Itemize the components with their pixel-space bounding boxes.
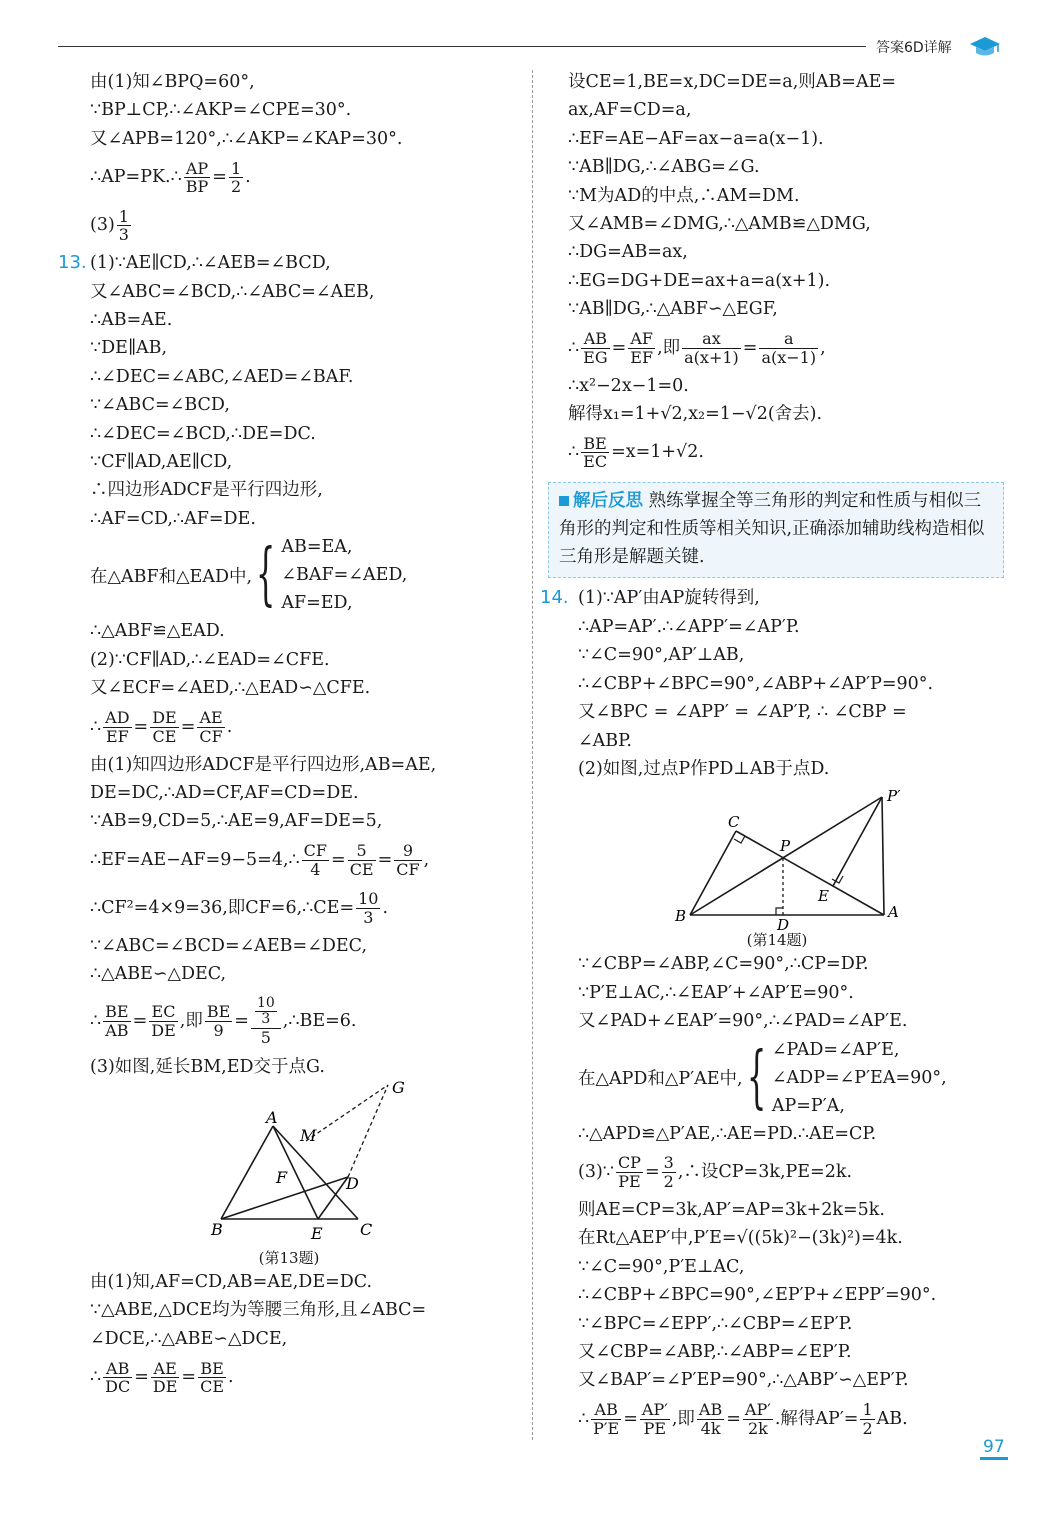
segment-P-prime-E (833, 797, 882, 886)
line: ∴∠CBP+∠BPC=90°,∠EP′P+∠EPP′=90°. (578, 1285, 937, 1306)
text: ∴ (568, 337, 580, 358)
fraction (356, 890, 380, 926)
label-G: G (392, 1080, 405, 1097)
line: ∴EG=DG+DE=ax+a=a(x+1). (568, 270, 831, 291)
text: =x=1+√2. (611, 442, 704, 463)
line (548, 428, 1006, 476)
line: (2)如图,过点P作PD⊥AB于点D. (578, 758, 830, 779)
line (58, 703, 520, 751)
fraction (628, 330, 655, 366)
line: ∵P′E⊥AC,∴∠EAP′+∠AP′E=90°. (578, 982, 854, 1003)
line: 又∠BAP′=∠P′EP=90°,∴△ABP′∽△EP′P. (578, 1370, 909, 1391)
text: ∴ (90, 1367, 102, 1388)
numerator: AP′ (744, 1400, 771, 1420)
numerator: a (759, 330, 818, 349)
denominator: AB (105, 1020, 129, 1040)
conditions (281, 533, 407, 617)
reflection-body: 熟练掌握全等三角形的判定和性质与相似三角形的判定和性质等相关知识,正确添加辅助线构造相似三角形是解题关键. (559, 491, 985, 568)
line: 又∠ECF=∠AED,∴△EAD∽△CFE. (90, 678, 371, 699)
denominator: 3 (363, 907, 374, 927)
line: ∠ABP. (578, 730, 632, 751)
fraction (860, 1401, 874, 1437)
column-divider (532, 70, 533, 1440)
line (540, 584, 1006, 612)
text: . (382, 897, 389, 918)
denominator: 4k (700, 1418, 721, 1438)
numerator: BE (105, 1001, 129, 1021)
line: ∵AB∥DG,∴△ABF∽△EGF, (568, 299, 778, 320)
line: ∴△APD≌△P′AE,∴AE=PD.∴AE=CP. (578, 1123, 877, 1144)
line: ∵∠C=90°,AP′⊥AB, (578, 645, 745, 666)
line: 由(1)知四边形ADCF是平行四边形,AB=AE, (90, 754, 437, 775)
segment-AP-prime (882, 797, 884, 915)
numerator: AP′ (641, 1400, 668, 1420)
fraction (759, 330, 818, 366)
numerator: 1 (862, 1400, 873, 1420)
line: ∴EF=AE−AF=ax−a=a(x−1). (568, 128, 824, 149)
brace: { (255, 535, 276, 615)
line: 由(1)知∠BPQ=60°, (90, 72, 255, 92)
line: (3)如图,延长BM,ED交于点G. (90, 1056, 325, 1077)
line (548, 1395, 1006, 1443)
numerator: BE (206, 1001, 231, 1021)
fraction (149, 1003, 178, 1039)
text: = (644, 1161, 660, 1182)
line: ∵BP⊥CP,∴∠AKP=∠CPE=30°. (90, 100, 352, 121)
line: AF=ED, (281, 593, 353, 614)
dashed-MG (306, 1085, 388, 1141)
line: ∵CF∥AD,AE∥CD, (90, 452, 233, 473)
figure-caption: (第14题) (746, 931, 808, 950)
denominator: CF (396, 859, 420, 879)
right-column (540, 68, 1006, 1443)
text: (1)∵AE∥CD,∴∠AEB=∠BCD, (90, 253, 331, 274)
fraction (394, 842, 421, 878)
line: 设CE=1,BE=x,DC=DE=a,则AB=AE= (568, 72, 897, 92)
text: . (226, 716, 233, 737)
denominator: EC (583, 452, 608, 472)
figure-13-diagram (58, 1081, 520, 1261)
line: ∴∠DEC=∠ABC,∠AED=∠BAF. (90, 366, 354, 387)
text: ,∴BE=6. (282, 1010, 357, 1031)
numerator: 9 (394, 842, 421, 861)
denominator: a(x−1) (761, 347, 817, 367)
compound-fraction (251, 996, 281, 1046)
denominator: CE (349, 859, 374, 879)
text: , (423, 849, 430, 870)
numerator: EC (149, 1003, 178, 1022)
square-bullet-icon (559, 496, 569, 506)
fraction (103, 1360, 132, 1396)
text: 在△APD和△P′AE中, (578, 1069, 743, 1090)
denominator: DE (152, 1377, 178, 1397)
numerator: AE (151, 1360, 180, 1379)
denominator: 2 (862, 1418, 873, 1438)
text: 在△ABF和△EAD中, (90, 566, 253, 587)
label-B: B (211, 1219, 223, 1239)
figure-14 (548, 783, 1006, 950)
conditions (772, 1036, 947, 1120)
numerator: BE (581, 435, 609, 454)
denominator: CE (152, 726, 177, 746)
right-angle-D (776, 908, 783, 915)
numerator: CP (617, 1153, 641, 1173)
fraction (682, 330, 741, 366)
text: = (234, 1010, 249, 1031)
denominator: DC (105, 1377, 131, 1397)
text: (3)∵ (578, 1161, 614, 1182)
fraction (697, 1401, 724, 1437)
line: 在Rt△AEP′中,P′E=√((5k)²−(3k)²)=4k. (578, 1228, 903, 1249)
fraction (151, 1360, 180, 1396)
text: ,即 (657, 337, 681, 358)
line (58, 989, 520, 1053)
line: 又∠APB=120°,∴∠AKP=∠KAP=30°. (90, 128, 403, 149)
line: AP=P′A, (771, 1095, 845, 1116)
figure-caption: (第13题) (258, 1248, 320, 1267)
label-A: A (888, 903, 899, 922)
fraction (743, 1401, 773, 1437)
label-D: D (346, 1173, 359, 1193)
line: ax,AF=CD=a, (568, 100, 692, 121)
line: ∵M为AD的中点,∴AM=DM. (568, 185, 800, 206)
line: ∴△ABE∽△DEC, (90, 964, 227, 985)
text: .解得AP′= (774, 1408, 859, 1429)
text: ,即 (179, 1010, 203, 1031)
line: (2)∵CF∥AD,∴∠EAD=∠CFE. (90, 649, 330, 670)
fraction (197, 709, 224, 745)
system-of-conditions (58, 533, 520, 617)
label-A: A (266, 1107, 278, 1127)
text: = (132, 1010, 148, 1031)
denominator: 2 (663, 1171, 674, 1191)
text: ∴AP=PK.∴ (90, 167, 182, 188)
numerator: 1 (118, 206, 129, 226)
text: . (245, 167, 251, 188)
text: , (820, 337, 826, 358)
denominator: 3 (118, 225, 129, 245)
text: = (742, 337, 758, 358)
denominator: CF (199, 726, 223, 746)
line: ∴AB=AE. (90, 310, 173, 331)
line: ∵∠CBP=∠ABP,∠C=90°,∴CP=DP. (578, 954, 869, 975)
numerator: 10 (358, 889, 379, 909)
line: ∵DE∥AB, (90, 338, 168, 359)
numerator: AB (581, 330, 609, 349)
fraction (591, 1401, 621, 1437)
fraction (103, 709, 131, 745)
numerator: AD (105, 707, 130, 727)
denominator: PE (618, 1171, 641, 1191)
fraction (117, 208, 131, 244)
system-of-conditions (548, 1036, 1006, 1120)
text: = (377, 849, 393, 870)
reflection-box (548, 482, 1004, 578)
denominator: PE (643, 1418, 667, 1438)
denominator: P′E (593, 1418, 620, 1438)
line: ∵∠BPC=∠EPP′,∴∠CBP=∠EP′P. (578, 1313, 853, 1334)
text: ∴ (90, 1010, 102, 1031)
text: = (133, 716, 149, 737)
text: = (726, 1408, 741, 1429)
line: AB=EA, (281, 537, 353, 558)
numerator: BE (198, 1360, 226, 1379)
line: ∠BAF=∠AED, (281, 565, 408, 586)
denominator: CE (200, 1377, 224, 1397)
line: ∴四边形ADCF是平行四边形, (90, 480, 323, 501)
numerator: 5 (348, 842, 376, 861)
segment-ED (318, 1177, 348, 1219)
numerator: 3 (663, 1153, 674, 1173)
header-rule (58, 46, 866, 47)
denominator: DE (151, 1020, 176, 1040)
numerator: AP (184, 160, 211, 179)
line: ∵∠ABC=∠BCD, (90, 395, 230, 416)
numerator: ax (682, 330, 741, 349)
label-E: E (311, 1223, 323, 1243)
numerator: AF (628, 330, 655, 349)
label-E: E (818, 887, 829, 906)
line: ∵∠ABC=∠BCD=∠AEB=∠DEC, (90, 935, 368, 956)
line: ∠ADP=∠P′EA=90°, (771, 1067, 947, 1088)
fraction (103, 1003, 130, 1039)
line: ∴x²−2x−1=0. (568, 375, 689, 396)
fraction (662, 1154, 676, 1190)
text: ∴ (90, 716, 102, 737)
line: ∴AP=AP′.∴∠APP′=∠AP′P. (578, 616, 800, 637)
fraction (640, 1401, 670, 1437)
numerator: AB (103, 1360, 132, 1379)
text: = (611, 337, 627, 358)
label-P-prime: P′ (887, 787, 901, 806)
text: = (212, 167, 227, 188)
fraction (229, 160, 243, 196)
numerator: 1 (230, 158, 242, 178)
line: ∴DG=AB=ax, (568, 242, 688, 263)
denominator: 4 (310, 859, 321, 879)
label-B: B (675, 907, 687, 926)
fraction (302, 842, 329, 878)
line (58, 153, 520, 201)
text: = (181, 1367, 197, 1388)
denominator: BP (185, 177, 209, 197)
text: ∴CF²=4×9=36,即CF=6,∴CE= (90, 897, 355, 918)
denominator: 9 (213, 1020, 224, 1040)
question-number: 13. (58, 252, 87, 274)
line (58, 249, 520, 277)
line: 解得x₁=1+√2,x₂=1−√2(舍去). (568, 404, 823, 425)
line: ∠PAD=∠AP′E, (771, 1039, 900, 1060)
text: (1)∵AP′由AP旋转得到, (578, 588, 760, 609)
line: ∴△ABF≌△EAD. (90, 621, 225, 642)
line: 又∠AMB=∠DMG,∴△AMB≌△DMG, (568, 214, 871, 235)
reflection-title: 解后反思 (573, 491, 643, 512)
line: 又∠BPC = ∠APP′ = ∠AP′P, ∴ ∠CBP = (578, 702, 907, 723)
figure-14-diagram (548, 783, 1006, 933)
text: = (623, 1408, 638, 1429)
denominator: a(x+1) (684, 347, 739, 367)
label-P: P (780, 837, 791, 856)
fraction (348, 842, 376, 878)
fraction (581, 330, 609, 366)
line (548, 1148, 1006, 1196)
numerator: AB (591, 1401, 621, 1420)
fraction (198, 1360, 226, 1396)
text: AB. (876, 1408, 908, 1429)
line: ∵AB=9,CD=5,∴AE=9,AF=DE=5, (90, 811, 383, 832)
fraction (616, 1154, 643, 1190)
line: 又∠CBP=∠ABP,∴∠ABP=∠EP′P. (578, 1341, 852, 1362)
question-number: 14. (540, 587, 569, 609)
line (58, 836, 520, 884)
denominator: EG (583, 347, 608, 367)
numerator: CF (303, 841, 328, 861)
denominator: 2k (747, 1418, 768, 1438)
left-column (58, 68, 520, 1401)
text: = (134, 1367, 149, 1388)
numerator: AE (197, 709, 224, 728)
text: ,即 (671, 1408, 695, 1429)
fraction (255, 996, 277, 1028)
line: ∠DCE,∴△ABE∽△DCE, (90, 1328, 288, 1349)
segment-BC (690, 831, 736, 915)
line (548, 324, 1006, 372)
brace: { (746, 1037, 766, 1117)
numerator (251, 996, 281, 1029)
text: (3) (90, 215, 115, 236)
text: = (331, 849, 346, 870)
label-M: M (300, 1125, 317, 1145)
line (58, 201, 520, 249)
fraction (205, 1003, 232, 1039)
graduation-cap-icon (968, 34, 1002, 60)
label-C: C (360, 1219, 373, 1239)
line: 又∠PAD+∠EAP′=90°,∴∠PAD=∠AP′E. (578, 1011, 908, 1032)
line: DE=DC,∴AD=CF,AF=CD=DE. (90, 782, 359, 803)
text: ∴EF=AE−AF=9−5=4,∴ (90, 849, 300, 870)
text: = (180, 716, 196, 737)
line: ∵AB∥DG,∴∠ABG=∠G. (568, 157, 760, 178)
header-title: 答案6D详解 (876, 40, 952, 56)
line: ∵△ABE,△DCE均为等腰三角形,且∠ABC= (90, 1300, 427, 1321)
label-F: F (276, 1167, 288, 1187)
denominator: 3 (261, 1011, 271, 1028)
line: 则AE=CP=3k,AP′=AP=3k+2k=5k. (578, 1199, 885, 1220)
dashed-DG (348, 1085, 388, 1177)
figure-13 (58, 1081, 520, 1268)
right-angle-C (734, 836, 745, 843)
line (58, 884, 520, 932)
fraction (184, 160, 211, 196)
line: 又∠ABC=∠BCD,∴∠ABC=∠AEB, (90, 281, 375, 302)
numerator: 10 (256, 994, 275, 1011)
text: ,∴设CP=3k,PE=2k. (677, 1161, 853, 1182)
line (58, 1353, 520, 1401)
label-C: C (728, 813, 740, 832)
text: . (228, 1367, 234, 1388)
denominator: EF (630, 347, 654, 367)
denominator: 2 (230, 177, 242, 197)
text: ∴ (568, 442, 580, 463)
numerator: AB (698, 1400, 723, 1420)
page-number: 97 (980, 1437, 1008, 1460)
line: ∴∠DEC=∠BCD,∴DE=DC. (90, 423, 316, 444)
line: ∴AF=CD,∴AF=DE. (90, 508, 256, 529)
line: ∴∠CBP+∠BPC=90°,∠ABP+∠AP′P=90°. (578, 673, 934, 694)
numerator: DE (152, 707, 177, 727)
line: 由(1)知,AF=CD,AB=AE,DE=DC. (90, 1271, 373, 1292)
line: ∵∠C=90°,P′E⊥AC, (578, 1256, 745, 1277)
denominator: EF (105, 726, 129, 746)
denominator: 5 (260, 1027, 271, 1047)
text: ∴ (578, 1408, 590, 1429)
fraction (150, 709, 179, 745)
fraction (581, 435, 609, 471)
label-D: D (777, 916, 790, 934)
